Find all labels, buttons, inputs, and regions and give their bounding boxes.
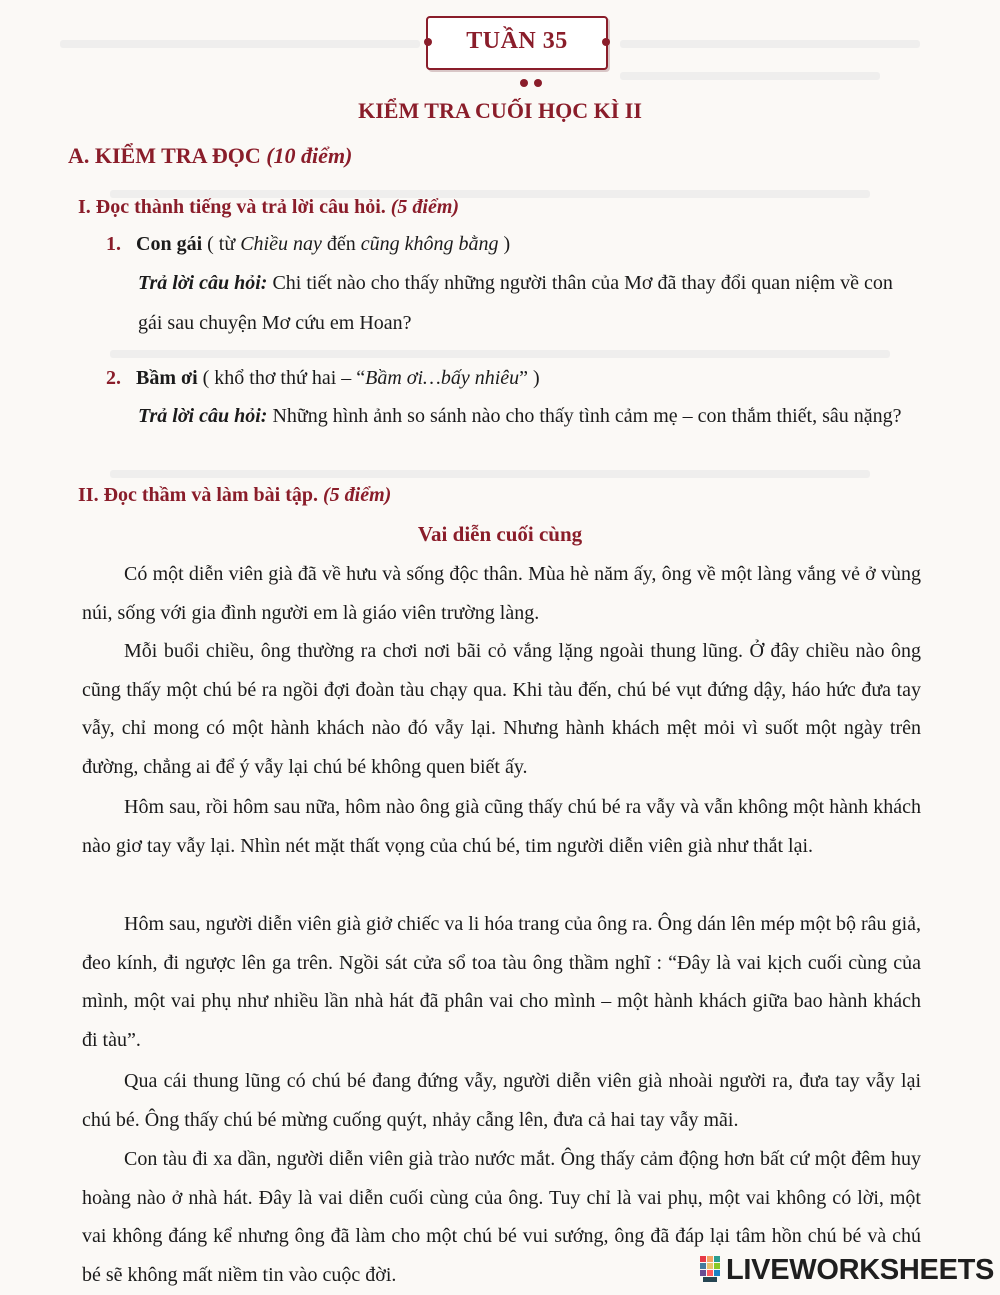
question-label: Trả lời câu hỏi: [138,272,268,294]
part1-label: I. Đọc thành tiếng và trả lời câu hỏi. [78,196,386,218]
item-ref-text: đến [321,233,361,255]
item-ref-text: ( khổ thơ thứ hai – “ [197,367,366,389]
question-label: Trả lời câu hỏi: [138,405,268,427]
bleed-through-line [110,470,870,478]
part2-label: II. Đọc thầm và làm bài tập. [78,484,319,506]
story-paragraph: Qua cái thung lũng có chú bé đang đứng vẫy, người diễn viên già nhoài người ra, đưa tay vẫy lại chú bé. Ông thấy chú bé mừng cuống quýt, nhảy cẫng lên, đưa cả hai tay vẫy mãi. [82,1070,921,1131]
story-paragraph: Hôm sau, rồi hôm sau nữa, hôm nào ông già cũng thấy chú bé ra vẫy và vẫn không một hành khách nào giơ tay vẫy lại. Nhìn nét mặt thất vọng của chú bé, tim người diễn viên già như thắt lại. [82,796,921,857]
bleed-through-line [620,72,880,80]
exam-title: KIỂM TRA CUỐI HỌC KÌ II [358,98,642,123]
item-title: Bầm ơi [136,367,198,389]
section-a-label: A. KIỂM TRA ĐỌC [68,143,261,168]
story-paragraph: Có một diễn viên già đã về hưu và sống độc thân. Mùa hè năm ấy, ông về một làng vắng vẻ ở vùng núi, sống với gia đình người em là giáo viên trường làng. [82,563,921,624]
item-number: 1. [106,233,121,255]
section-a-points: (10 điểm) [266,143,353,168]
item-ref-text: ” ) [519,367,540,389]
liveworksheets-watermark[interactable] [700,1252,994,1288]
item-ref-to: cũng không bằng [360,233,499,255]
reading-item-2 [106,367,540,390]
story-paragraph: Mỗi buổi chiều, ông thường ra chơi nơi bãi cỏ vắng lặng ngoài thung lũng. Ở đây chiều nào ông cũng thấy một chú bé ra ngồi đợi đoàn tàu chạy qua. Khi tàu đến, chú bé vụt đứng dậy, háo hức đưa tay vẫy, chỉ mong có một hành khách nào đó vẫy lại. Nhưng hành khách mệt mỏi vì suốt một ngày trên đường, chẳng ai để ý vẫy lại chú bé không quen biết ấy. [82,640,921,779]
question-text: Những hình ảnh so sánh nào cho thấy tình cảm mẹ – con thắm thiết, sâu nặng? [267,405,902,427]
part1-points: (5 điểm) [390,196,460,218]
reading-item-1 [106,233,510,256]
question-2 [138,396,918,436]
week-badge [426,16,608,70]
bleed-through-line [60,40,420,48]
item-ref-quote: Bầm ơi…bấy nhiêu [365,367,520,389]
part2-points: (5 điểm) [323,484,392,506]
decorative-dots-icon [520,74,548,92]
item-ref-text: ) [498,233,511,255]
section-a-heading [68,143,352,169]
story-paragraph: Hôm sau, người diễn viên già giở chiếc va li hóa trang của ông ra. Ông dán lên mép một bộ râu giả, đeo kính, đi ngược lên ga trên. Ngồi sát cửa sổ toa tàu ông thầm nghĩ : “Đây là vai kịch cuối cùng của mình, một vai phụ như nhiều lần nhà hát đã phân vai cho mình – một hành khách giữa bao hành khách đi tàu”. [82,913,921,1052]
item-ref-from: Chiều nay [240,233,322,255]
story-title: Vai diễn cuối cùng [417,522,583,546]
bleed-through-line [110,350,890,358]
liveworksheets-logo-icon [700,1256,722,1284]
question-1 [138,263,918,343]
question-text: Chi tiết nào cho thấy những người thân của Mơ đã thay đổi quan niệm về con gái sau chuyện Mơ cứu em Hoan? [138,272,893,334]
bleed-through-line [620,40,920,48]
item-ref-text: ( từ [202,233,241,255]
watermark-text: LIVEWORKSHEETS [726,1253,995,1286]
part2-heading [78,484,391,507]
story-paragraph: Con tàu đi xa dần, người diễn viên già trào nước mắt. Ông thấy cảm động hơn bất cứ một đêm huy hoàng nào ở nhà hát. Đây là vai diễn cuối cùng của ông. Tuy chỉ là vai phụ, một vai không có lời, một vai không đáng kể nhưng ông đã làm cho một chú bé vui sướng, ông đã đáp lại tâm hồn chú bé và chú bé sẽ không mất niềm tin vào cuộc đời. [82,1148,921,1287]
item-number: 2. [106,367,121,389]
week-title: TUẦN 35 [466,28,568,54]
part1-heading [78,196,459,219]
item-title: Con gái [136,233,203,255]
